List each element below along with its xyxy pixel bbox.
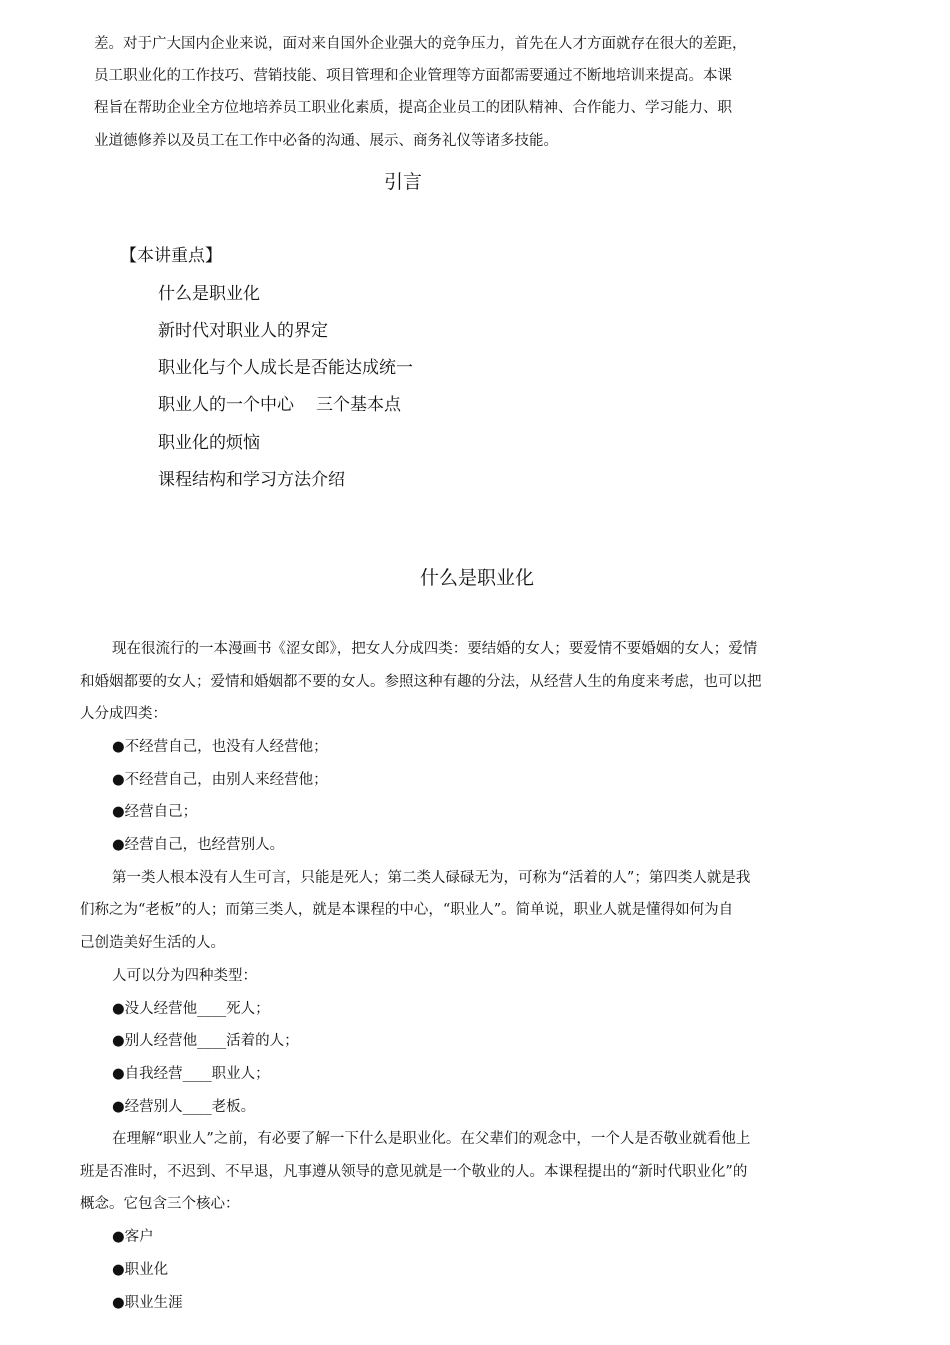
key-point-item: 新时代对职业人的界定	[158, 321, 328, 341]
key-point-item: 什么是职业化	[158, 284, 260, 304]
paragraph-line: 和婚姻都要的女人；爱情和婚姻都不要的女人。参照这种有趣的分法，从经营人生的角度来考虑，也可以把	[80, 674, 762, 690]
list-item: ●经营别人____老板。	[112, 1099, 256, 1115]
list-item: ●自我经营____职业人；	[112, 1066, 270, 1082]
intro-line: 业道德修养以及员工在工作中必备的沟通、展示、商务礼仪等诸多技能。	[94, 133, 558, 149]
intro-line: 差。对于广大国内企业来说，面对来自国外企业强大的竞争压力，首先在人才方面就存在很大的差距，	[94, 36, 747, 52]
section-title-professionalization: 什么是职业化	[420, 567, 535, 589]
intro-line: 员工职业化的工作技巧、营销技能、项目管理和企业管理等方面都需要通过不断地培训来提高。本课	[94, 68, 732, 84]
section-title-intro: 引言	[384, 171, 423, 193]
list-item: ●经营自己；	[112, 804, 198, 820]
paragraph-line: 己创造美好生活的人。	[80, 935, 225, 951]
paragraph-line: 班是否准时，不迟到、不早退，凡事遵从领导的意见就是一个敬业的人。本课程提出的“新时代职业化”的	[80, 1164, 748, 1180]
key-points-label: 【本讲重点】	[120, 246, 222, 266]
key-point-part: 三个基本点	[316, 395, 401, 415]
key-point-part: 职业人的一个中心	[158, 395, 294, 415]
list-item: ●没人经营他____死人；	[112, 1001, 270, 1017]
key-point-item: 职业化与个人成长是否能达成统一	[158, 358, 413, 378]
list-item: ●经营自己，也经营别人。	[112, 837, 285, 853]
list-item: ●客户	[112, 1229, 154, 1245]
intro-line: 程旨在帮助企业全方位地培养员工职业化素质，提高企业员工的团队精神、合作能力、学习能力、职	[94, 100, 732, 116]
list-item: ●别人经营他____活着的人；	[112, 1033, 299, 1049]
key-point-item: 职业化的烦恼	[158, 433, 260, 453]
list-item: ●职业化	[112, 1262, 169, 1278]
paragraph-line: 人可以分为四种类型：	[112, 968, 257, 984]
list-item: ●职业生涯	[112, 1295, 183, 1311]
paragraph-line: 现在很流行的一本漫画书《涩女郎》，把女人分成四类：要结婚的女人；要爱情不要婚姻的女人；爱情	[112, 641, 758, 657]
paragraph-line: 在理解“职业人”之前，有必要了解一下什么是职业化。在父辈们的观念中，一个人是否敬业就看他上	[112, 1131, 751, 1147]
paragraph-line: 第一类人根本没有人生可言，只能是死人；第二类人碌碌无为，可称为“活着的人”；第四类人就是我	[112, 870, 751, 886]
paragraph-line: 们称之为“老板”的人；而第三类人，就是本课程的中心，“职业人”。简单说，职业人就是懂得如何为自	[80, 902, 734, 918]
paragraph-line: 人分成四类：	[80, 706, 167, 722]
key-point-item: 课程结构和学习方法介绍	[158, 470, 345, 490]
paragraph-line: 概念。它包含三个核心：	[80, 1196, 240, 1212]
list-item: ●不经营自己，也没有人经营他；	[112, 739, 328, 755]
list-item: ●不经营自己，由别人来经营他；	[112, 772, 328, 788]
key-point-item	[158, 390, 401, 415]
